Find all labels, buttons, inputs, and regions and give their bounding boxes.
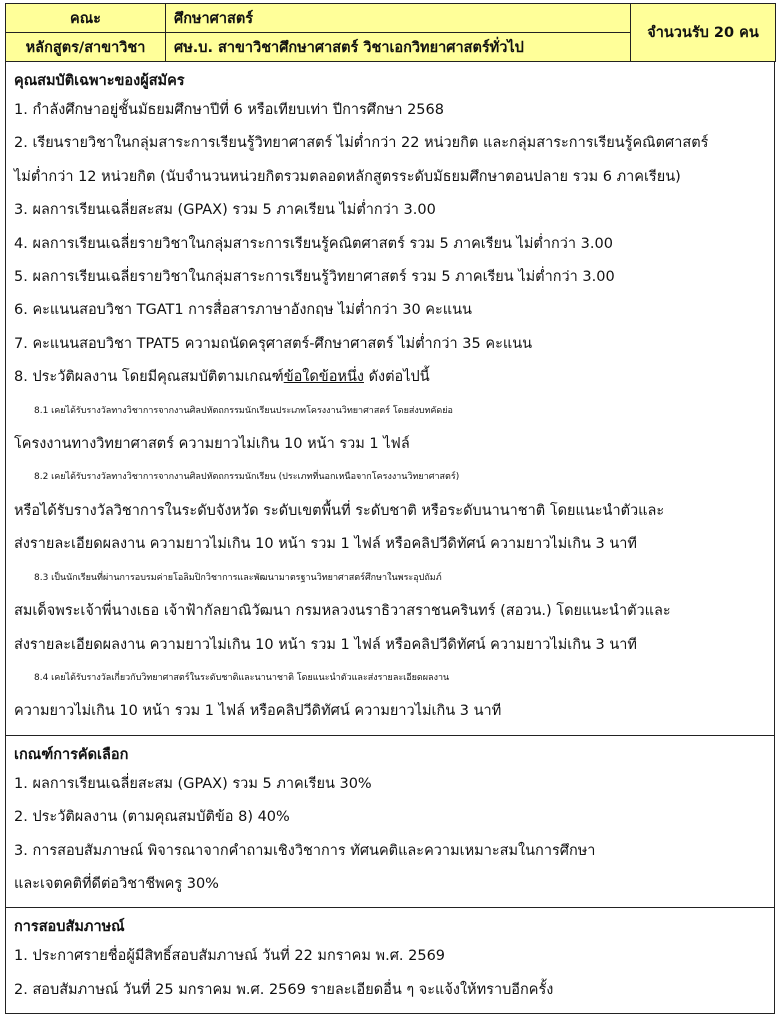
qualification-subitem-continuation: สมเด็จพระเจ้าพี่นางเธอ เจ้าฟ้ากัลยาณิวัฒนา กรมหลวงนราธิวาสราชนครินทร์ (สอวน.) โดยแนะนำตัวและ [14, 603, 671, 620]
qualification-subitem-continuation: ส่งรายละเอียดผลงาน ความยาวไม่เกิน 10 หน้า รวม 1 ไฟล์ หรือคลิปวีดิทัศน์ ความยาวไม่เกิน 3 นาที [14, 536, 637, 553]
qualifications-list [14, 94, 766, 361]
criteria-item: 1. ผลการเรียนเฉลี่ยสะสม (GPAX) รวม 5 ภาคเรียน 30% [14, 775, 372, 792]
interview-list [14, 940, 766, 1007]
qualification-item-8 [14, 361, 766, 394]
faculty-row [6, 4, 776, 33]
criteria-section [5, 736, 775, 909]
qualification-item: 5. ผลการเรียนเฉลี่ยรายวิชาในกลุ่มสาระการเรียนรู้วิทยาศาสตร์ รวม 5 ภาคเรียน ไม่ต่ำกว่า 3.00 [14, 269, 615, 286]
qualifications-title: คุณสมบัติเฉพาะของผู้สมัคร [14, 73, 185, 89]
program-header-table [5, 3, 776, 62]
qualification-subitems [14, 395, 766, 729]
interview-item: 2. สอบสัมภาษณ์ วันที่ 25 มกราคม พ.ศ. 2569 รายละเอียดอื่น ๆ จะแจ้งให้ทราบอีกครั้ง [14, 981, 554, 998]
criteria-list [14, 768, 766, 902]
interview-title: การสอบสัมภาษณ์ [14, 919, 125, 936]
criteria-title: เกณฑ์การคัดเลือก [14, 746, 129, 763]
qualification-item: 3. ผลการเรียนเฉลี่ยสะสม (GPAX) รวม 5 ภาคเรียน ไม่ต่ำกว่า 3.00 [14, 202, 436, 219]
qualification-subitem-continuation: โครงงานทางวิทยาศาสตร์ ความยาวไม่เกิน 10 หน้า รวม 1 ไฟล์ [14, 436, 410, 453]
qualification-item: 1. กำลังศึกษาอยู่ชั้นมัธยมศึกษาปีที่ 6 หรือเทียบเท่า ปีการศึกษา 2568 [14, 102, 444, 118]
qualification-item: ไม่ต่ำกว่า 12 หน่วยกิต (นับจำนวนหน่วยกิตรวมตลอดหลักสูตรระดับมัธยมศึกษาตอนปลาย รวม 6 ภาคเรียน) [14, 168, 681, 185]
qualification-subitem-continuation: ความยาวไม่เกิน 10 หน้า รวม 1 ไฟล์ หรือคลิปวีดิทัศน์ ความยาวไม่เกิน 3 นาที [14, 703, 502, 720]
interview-item: 1. ประกาศรายชื่อผู้มีสิทธิ์สอบสัมภาษณ์ วันที่ 22 มกราคม พ.ศ. 2569 [14, 948, 446, 965]
qualification-subitem-continuation: ส่งรายละเอียดผลงาน ความยาวไม่เกิน 10 หน้า รวม 1 ไฟล์ หรือคลิปวีดิทัศน์ ความยาวไม่เกิน 3 นาที [14, 636, 637, 653]
qualifications-section [5, 62, 775, 736]
criteria-item: และเจตคติที่ดีต่อวิชาชีพครู 30% [14, 875, 219, 892]
quota-cell: จำนวนรับ 20 คน [631, 4, 776, 62]
item8-underlined: ข้อใดข้อหนึ่ง [283, 369, 364, 386]
item8-suffix: ดังต่อไปนี้ [363, 369, 430, 386]
qualification-item: 6. คะแนนสอบวิชา TGAT1 การสื่อสารภาษาอังกฤษ ไม่ต่ำกว่า 30 คะแนน [14, 302, 472, 319]
qualification-subitem-first-line: 8.4 เคยได้รับรางวัลเกี่ยวกับวิทยาศาสตร์ในระดับชาติและนานาชาติ โดยแนะนำตัวและส่งรายละเอียดผลงาน [34, 672, 450, 683]
item8-prefix: 8. ประวัติผลงาน โดยมีคุณสมบัติตามเกณฑ์ [14, 369, 284, 386]
faculty-value: ศึกษาศาสตร์ [166, 4, 631, 33]
faculty-label: คณะ [6, 4, 166, 33]
program-label: หลักสูตร/สาขาวิชา [6, 33, 166, 62]
qualification-item: 4. ผลการเรียนเฉลี่ยรายวิชาในกลุ่มสาระการเรียนรู้คณิตศาสตร์ รวม 5 ภาคเรียน ไม่ต่ำกว่า 3.00 [14, 235, 613, 252]
qualification-subitem-first-line: 8.2 เคยได้รับรางวัลทางวิชาการจากงานศิลปหัตถกรรมนักเรียน (ประเภทที่นอกเหนือจากโครงงานวิทยาศาสตร์) [34, 472, 460, 483]
criteria-item: 2. ประวัติผลงาน (ตามคุณสมบัติข้อ 8) 40% [14, 809, 290, 826]
interview-section [5, 908, 775, 1014]
qualification-subitem-first-line: 8.3 เป็นนักเรียนที่ผ่านการอบรมค่ายโอลิมปิกวิชาการและพัฒนามาตรฐานวิทยาศาสตร์ศึกษาในพระอุปถัมภ์ [34, 572, 442, 583]
qualification-item: 2. เรียนรายวิชาในกลุ่มสาระการเรียนรู้วิทยาศาสตร์ ไม่ต่ำกว่า 22 หน่วยกิต และกลุ่มสาระการเรียนรู้คณิตศาสตร์ [14, 135, 709, 152]
criteria-item: 3. การสอบสัมภาษณ์ พิจารณาจากคำถามเชิงวิชาการ ทัศนคติและความเหมาะสมในการศึกษา [14, 842, 596, 859]
qualification-subitem-first-line: 8.1 เคยได้รับรางวัลทางวิชาการจากงานศิลปหัตถกรรมนักเรียนประเภทโครงงานวิทยาศาสตร์ โดยส่งบทคัดย่อ [34, 405, 453, 416]
qualification-subitem-continuation: หรือได้รับรางวัลวิชาการในระดับจังหวัด ระดับเขตพื้นที่ ระดับชาติ หรือระดับนานาชาติ โดยแนะนำตัวและ [14, 502, 665, 519]
qualification-item: 7. คะแนนสอบวิชา TPAT5 ความถนัดครุศาสตร์-ศึกษาศาสตร์ ไม่ต่ำกว่า 35 คะแนน [14, 335, 533, 352]
program-value: ศษ.บ. สาขาวิชาศึกษาศาสตร์ วิชาเอกวิทยาศาสตร์ทั่วไป [166, 33, 631, 62]
